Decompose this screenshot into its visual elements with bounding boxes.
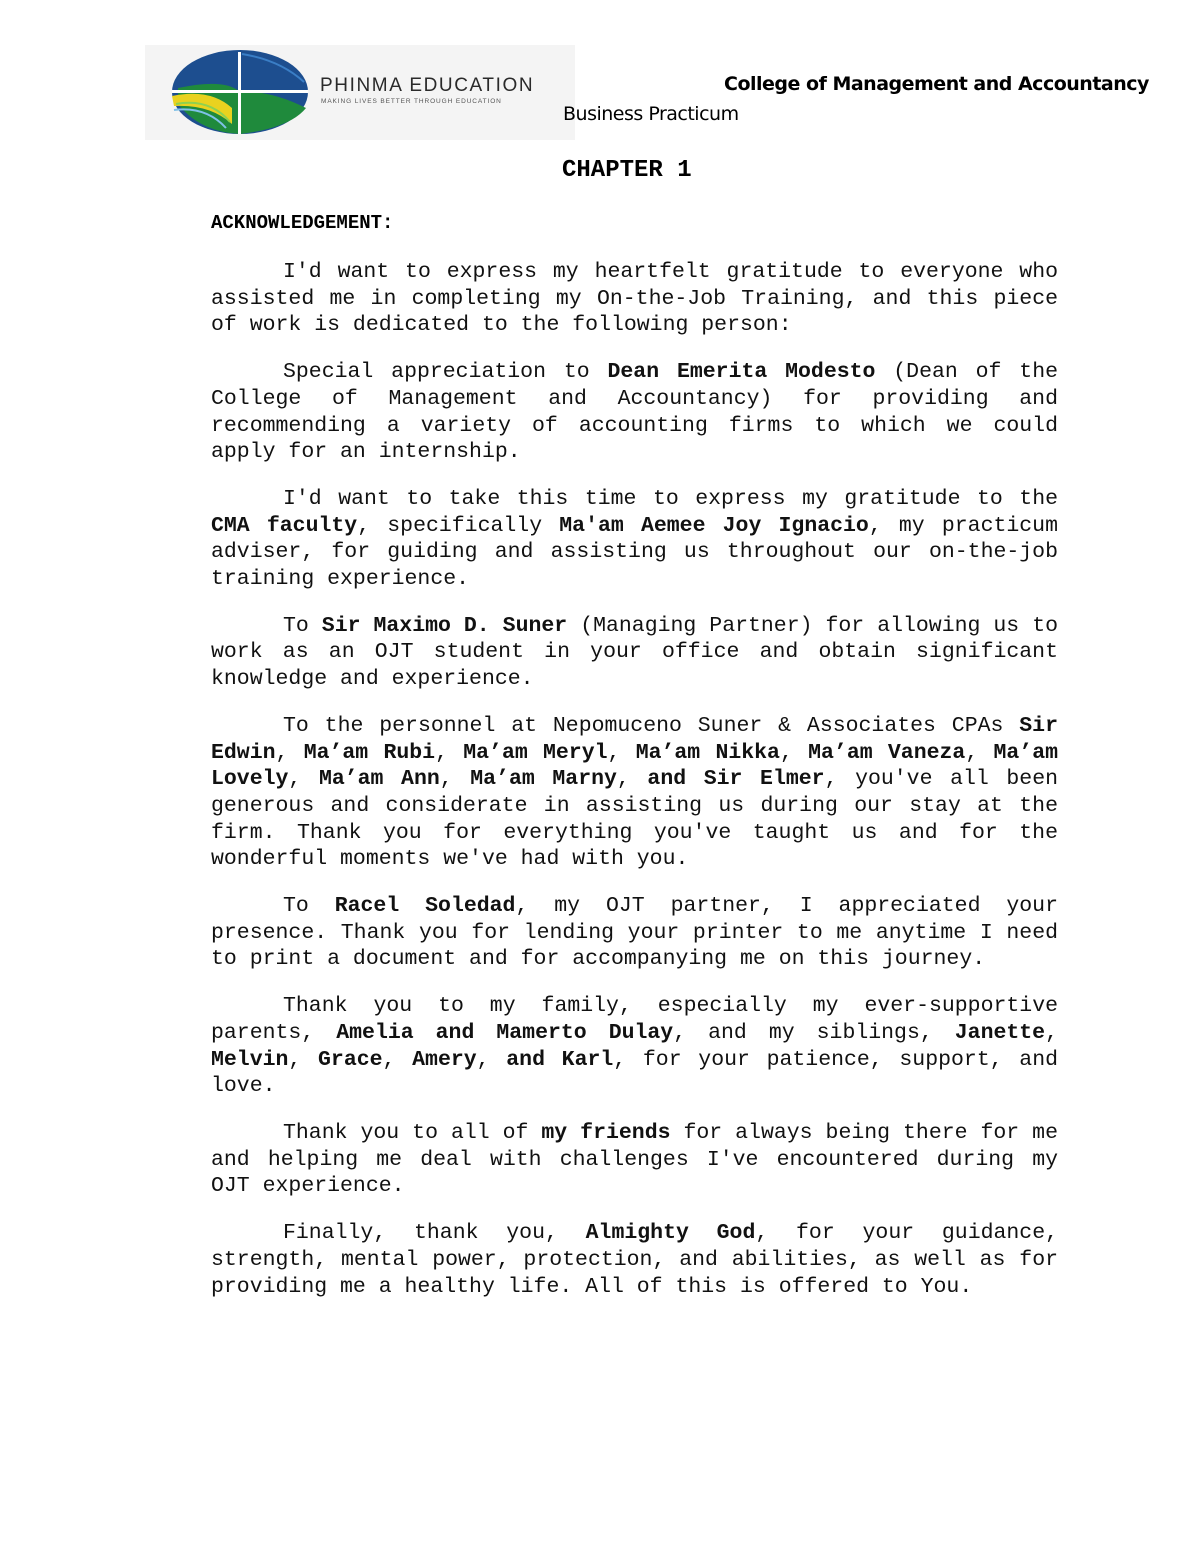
course-name: Business Practicum [563,103,739,125]
bold-name: Ma’am Meryl [463,740,608,765]
bold-name: and Karl [506,1047,614,1072]
phinma-education-logo [145,45,575,140]
chapter-title: CHAPTER 1 [562,157,692,184]
bold-name: and Sir Elmer [647,767,825,792]
bold-name: Amery [412,1047,477,1072]
text-run: Special appreciation to [283,360,608,385]
text-run: Thank you to all of [283,1120,542,1145]
logo-tagline: MAKING LIVES BETTER THROUGH EDUCATION [321,98,502,105]
text-run: , [607,740,636,765]
text-run: , my OJT partner, I appreciated your presence. Thank you for lending your printer to me anytime I need to print a document and for accompanying me on this journey. [211,894,1058,972]
bold-name: Ma’am Vaneza [808,740,966,765]
bold-name: Sir Edwin [211,713,1058,765]
bold-name: Grace [318,1047,383,1072]
paragraph [211,359,1058,466]
text-run: , specifically [357,513,560,538]
bold-name: Almighty God [585,1221,756,1246]
paragraph [211,259,1058,339]
bold-name: Ma’am Lovely [211,740,1059,792]
text-run: , [965,740,994,765]
text-run: , [275,740,304,765]
text-run: , my practicum adviser, for guiding and assisting us throughout our on-the-job training experience. [211,513,1058,592]
section-heading: ACKNOWLEDGEMENT: [211,212,394,234]
paragraph [211,613,1058,693]
text-run: , [616,767,648,792]
bold-name: Sir Maximo D. Suner [321,613,568,638]
paragraph [211,893,1058,973]
bold-name: Amelia and Mamerto Dulay [336,1020,674,1045]
text-run: , and my siblings, [673,1020,955,1045]
bold-name: Ma'am Aemee Joy Ignacio [559,513,869,538]
paragraph [211,713,1058,873]
text-run: I'd want to express my heartfelt gratitude to everyone who assisted me in completing my On-the-Job Training, and this piece of work is dedicated to the following person: [211,260,1058,338]
paragraph [211,1220,1058,1300]
text-run: , [288,767,319,792]
text-run: , [439,767,471,792]
text-run: (Managing Partner) for allowing us to work as an OJT student in your office and obtain significant knowledge and experience. [211,613,1058,692]
bold-name: Ma’am Marny [470,767,617,792]
text-run: , [382,1047,413,1072]
text-run: , you've all been generous and considerate in assisting us during our stay at the firm. Thank you for everything you've taught us and for the wonderful moments we've had with you. [211,767,1058,872]
bold-name: Dean Emerita Modesto [607,360,876,385]
bold-name: my friends [541,1120,671,1145]
bold-name: Racel Soledad [334,894,516,919]
text-run: , [1045,1020,1058,1045]
text-run: , [288,1047,319,1072]
bold-name: Melvin [211,1047,289,1072]
text-run: To [283,894,335,919]
text-run: I'd want to take this time to express my gratitude to the [283,486,1058,511]
bold-name: Janette [954,1020,1046,1045]
text-run: , for your patience, support, and love. [211,1047,1059,1099]
text-run: , for your guidance, strength, mental power, protection, and abilities, as well as for providing me a healthy life. All of this is offered to You. [211,1221,1059,1299]
paragraph [211,486,1058,593]
bold-name: Ma’am Nikka [635,740,780,765]
paragraph [211,993,1058,1100]
text-run: Finally, thank you, [283,1221,586,1246]
text-run: To the personnel at Nepomuceno Suner & Associates CPAs [283,713,1020,738]
text-run: , [779,740,809,765]
text-run: Thank you to my family, especially my ever-supportive parents, [211,994,1058,1045]
text-run: , [435,740,464,765]
text-run: , [476,1047,507,1072]
bold-name: CMA faculty [211,513,358,538]
text-run: for always being there for me and helping me deal with challenges I've encountered during my OJT experience. [211,1120,1058,1199]
bold-name: Ma’am Ann [318,767,440,792]
phinma-emblem-icon [170,48,310,136]
college-name: College of Management and Accountancy [724,73,1149,95]
text-run: (Dean of the College of Management and Accountancy) for providing and recommending a variety of accounting firms to which we could apply for an internship. [211,360,1059,465]
acknowledgement-text [211,259,1058,1320]
paragraph [211,1120,1058,1200]
text-run: To [283,613,322,638]
logo-name: PHINMA EDUCATION [320,75,535,96]
bold-name: Ma’am Rubi [303,740,436,765]
